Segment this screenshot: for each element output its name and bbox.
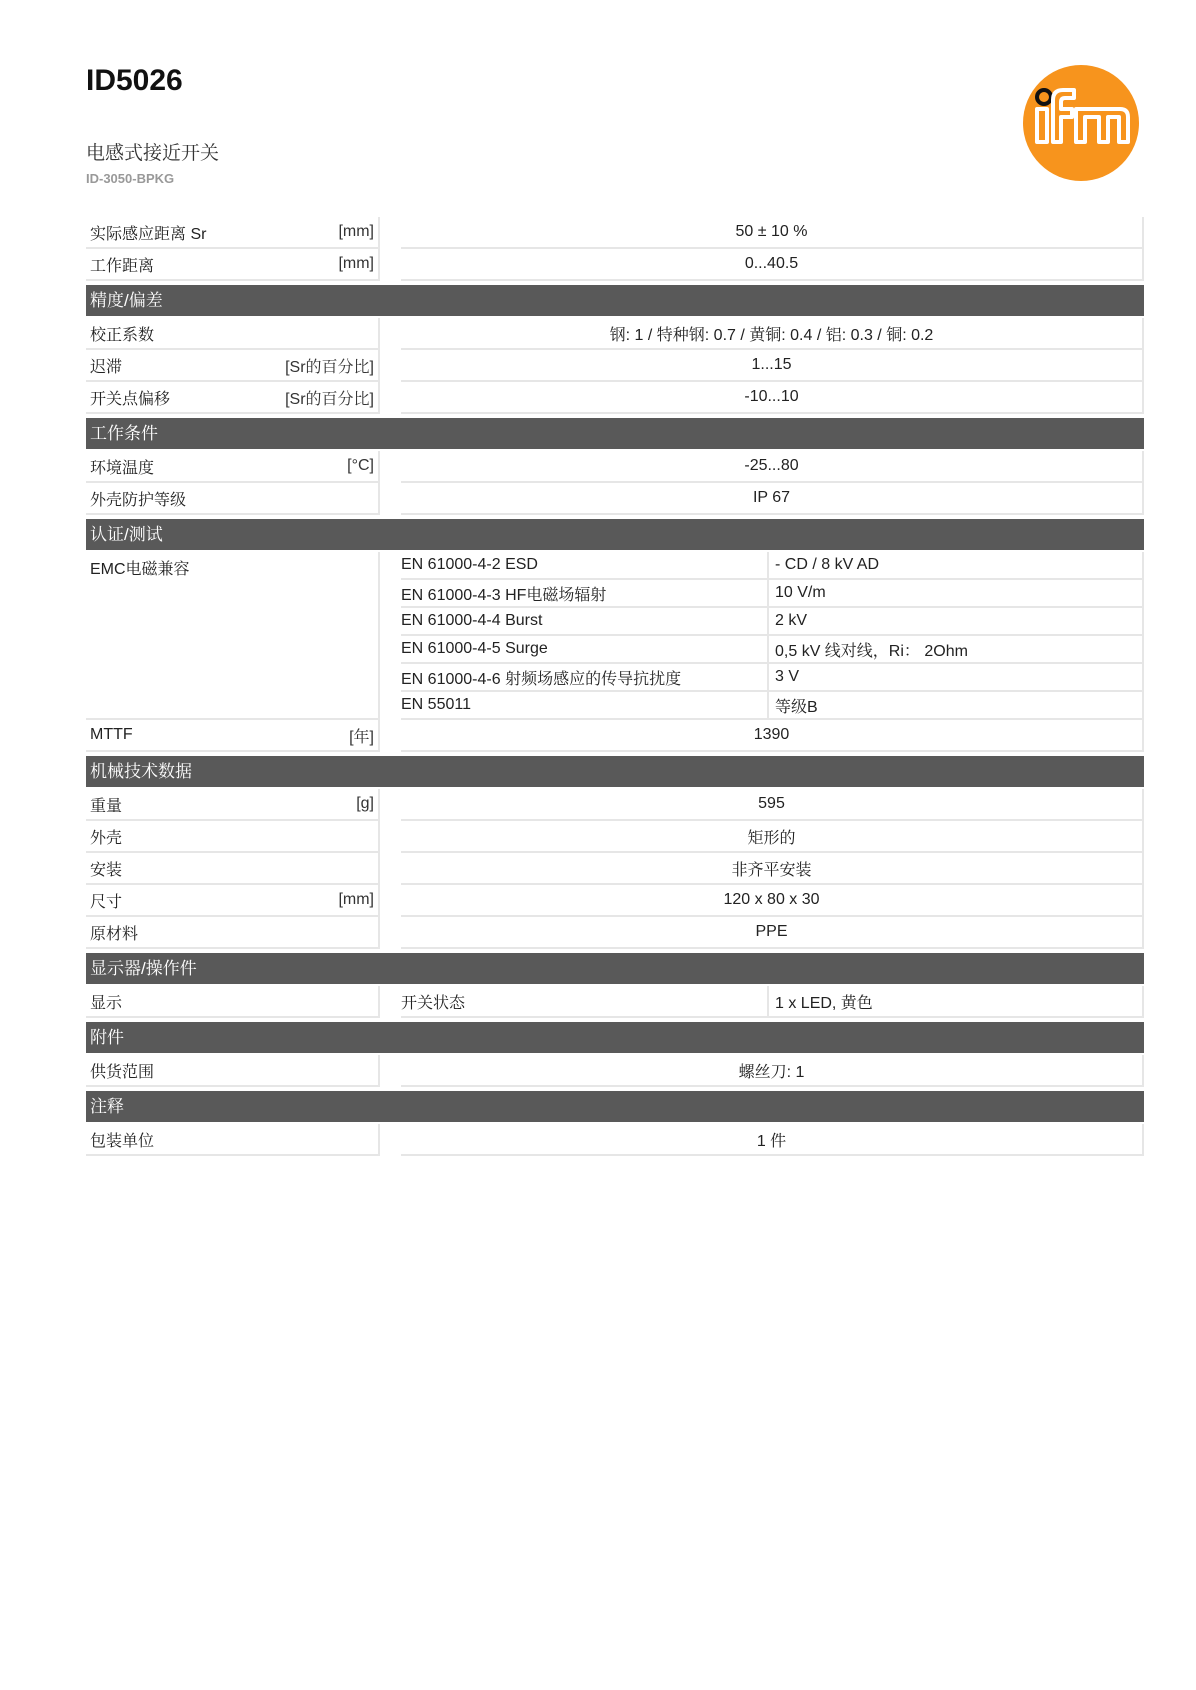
- ifm-logo: [1022, 64, 1140, 182]
- section-header-display: 显示器/操作件: [86, 953, 1144, 984]
- spec-unit: [Sr的百分比]: [285, 390, 374, 408]
- product-code: ID-3050-BPKG: [86, 171, 175, 186]
- spec-value: 1 件: [401, 1124, 1144, 1156]
- emc-row: [401, 608, 1144, 636]
- emc-value: 2 kV: [775, 612, 808, 629]
- section-header-accuracy: 精度/偏差: [86, 285, 1144, 316]
- spec-label: 包装单位: [90, 1132, 155, 1150]
- emc-test: EN 55011: [401, 692, 769, 718]
- spec-label: 校正系数: [90, 326, 155, 344]
- spec-unit: [mm]: [338, 223, 374, 240]
- emc-block: [86, 552, 1144, 720]
- spec-label: 外壳防护等级: [90, 491, 187, 509]
- spec-row-hysteresis: [86, 350, 1144, 382]
- emc-row: [401, 636, 1144, 664]
- emc-value: 0,5 kV 线对线，Ri： 2Ohm: [775, 642, 968, 660]
- spec-value: 螺丝刀: 1: [401, 1055, 1144, 1087]
- section-header-mechanical: 机械技术数据: [86, 756, 1144, 787]
- spec-value: 50 ± 10 %: [401, 217, 1144, 249]
- spec-value: PPE: [401, 917, 1144, 949]
- spec-row-material: [86, 917, 1144, 949]
- spec-unit: [年]: [349, 728, 374, 746]
- spec-label: MTTF: [90, 726, 133, 743]
- spec-label: 外壳: [90, 829, 123, 847]
- spec-label: 原材料: [90, 925, 139, 943]
- spec-row-operating-distance: [86, 249, 1144, 281]
- spec-label: 供货范围: [90, 1063, 155, 1081]
- emc-row: [401, 692, 1144, 720]
- spec-label: 工作距离: [90, 257, 155, 275]
- spec-row-mounting: [86, 853, 1144, 885]
- spec-value: 钢: 1 / 特种钢: 0.7 / 黄铜: 0.4 / 铝: 0.3 / 铜: 0.2: [401, 318, 1144, 350]
- spec-unit: [g]: [356, 795, 374, 812]
- emc-value: 10 V/m: [775, 584, 826, 601]
- spec-row-switch-point-drift: [86, 382, 1144, 414]
- spec-value: 矩形的: [401, 821, 1144, 853]
- spec-row-housing: [86, 821, 1144, 853]
- emc-test: EN 61000-4-3 HF电磁场辐射: [401, 580, 769, 606]
- section-header-approvals: 认证/测试: [86, 519, 1144, 550]
- section-header-notes: 注释: [86, 1091, 1144, 1122]
- spec-value: -10...10: [401, 382, 1144, 414]
- emc-row: [401, 664, 1144, 692]
- spec-row-display: [86, 986, 1144, 1018]
- spec-value: -25...80: [401, 451, 1144, 483]
- spec-value: 595: [401, 789, 1144, 821]
- spec-row-correction-factor: [86, 318, 1144, 350]
- spec-row-dimensions: [86, 885, 1144, 917]
- display-sub-label: 开关状态: [401, 986, 769, 1016]
- spec-value: 0...40.5: [401, 249, 1144, 281]
- spec-label: 实际感应距离 Sr: [90, 225, 207, 243]
- emc-test: EN 61000-4-6 射频场感应的传导抗扰度: [401, 664, 769, 690]
- spec-value: 非齐平安装: [401, 853, 1144, 885]
- spec-value: 1 x LED, 黄色: [775, 994, 873, 1012]
- product-subtitle: 电感式接近开关: [86, 143, 220, 164]
- spec-row-ambient-temperature: [86, 451, 1144, 483]
- page-title: ID5026: [86, 64, 183, 97]
- spec-row-scope-of-supply: [86, 1055, 1144, 1087]
- spec-row-weight: [86, 789, 1144, 821]
- emc-value: - CD / 8 kV AD: [775, 556, 880, 573]
- spec-unit: [Sr的百分比]: [285, 358, 374, 376]
- spec-row-packaging-unit: [86, 1124, 1144, 1156]
- emc-label: EMC电磁兼容: [86, 552, 380, 720]
- spec-value: IP 67: [401, 483, 1144, 515]
- spec-row-protection-rating: [86, 483, 1144, 515]
- spec-row-sensing-range: [86, 217, 1144, 249]
- emc-row: [401, 580, 1144, 608]
- spec-label: 迟滞: [90, 358, 123, 376]
- spec-value: 120 x 80 x 30: [401, 885, 1144, 917]
- emc-test: EN 61000-4-2 ESD: [401, 552, 769, 578]
- spec-unit: [°C]: [347, 457, 374, 474]
- section-header-conditions: 工作条件: [86, 418, 1144, 449]
- spec-unit: [mm]: [338, 891, 374, 908]
- emc-table: [401, 552, 1144, 720]
- spec-label: 安装: [90, 861, 123, 879]
- spec-label: 尺寸: [90, 893, 123, 911]
- spec-sheet: [86, 217, 1144, 1156]
- section-header-accessories: 附件: [86, 1022, 1144, 1053]
- spec-unit: [mm]: [338, 255, 374, 272]
- emc-test: EN 61000-4-4 Burst: [401, 608, 769, 634]
- spec-label: 环境温度: [90, 459, 155, 477]
- emc-value: 等级B: [775, 698, 818, 716]
- emc-test: EN 61000-4-5 Surge: [401, 636, 769, 662]
- spec-value: 1390: [401, 720, 1144, 752]
- spec-value: 1...15: [401, 350, 1144, 382]
- emc-row: [401, 552, 1144, 580]
- spec-label: 显示: [90, 994, 123, 1012]
- emc-value: 3 V: [775, 668, 800, 685]
- spec-label: 重量: [90, 797, 123, 815]
- spec-row-mttf: [86, 720, 1144, 752]
- spec-label: 开关点偏移: [90, 390, 171, 408]
